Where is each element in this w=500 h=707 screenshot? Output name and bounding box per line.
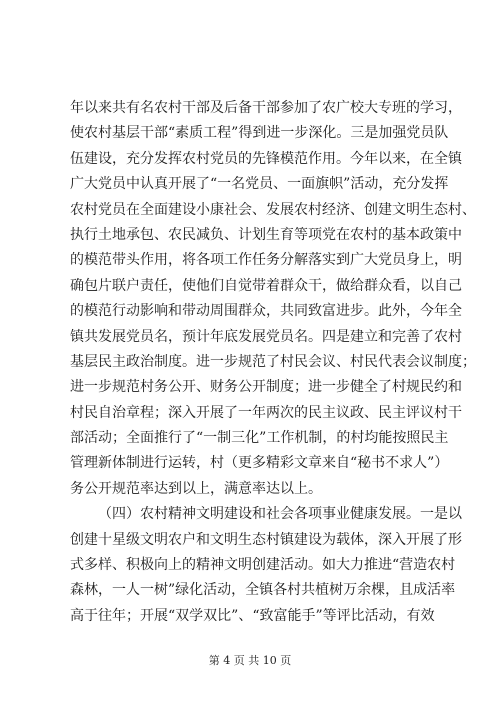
paragraph-1-line: 镇共发展党员名，预计年底发展党员名。四是建立和完善了农村 [70,328,462,345]
paragraph-1-line: 村民自治章程；深入开展了一年两次的民主议政、民主评议村干 [70,404,462,421]
paragraph-1-line: 确包片联户责任，使他们自觉带着群众干，做给群众看，以自己 [70,277,462,294]
paragraph-1-line: 使农村基层干部“素质工程”得到进一步深化。三是加强党员队 [70,125,449,142]
paragraph-1-line: 部活动；全面推行了“一制三化”工作机制，的村均能按照民主 [70,430,449,447]
paragraph-1-line: 伍建设，充分发挥农村党员的先锋模范作用。今年以来，在全镇 [70,150,462,167]
paragraph-2-line: 创建十星级文明农户和文明生态村镇建设为载体，深入开展了形 [70,531,462,548]
paragraph-2-line: 高于往年；开展“双学双比”、“致富能手”等评比活动，有效 [70,607,435,624]
paragraph-2-line: 森林，一人一树”绿化活动，全镇各村共植树万余棵，且成活率 [70,582,456,599]
paragraph-1-line: 年以来共有名农村干部及后备干部参加了农广校大专班的学习， [70,100,462,116]
paragraph-1-line: 的模范带头作用，将各项工作任务分解落实到广大党员身上，明 [70,252,462,269]
paragraph-2-line: （四）农村精神文明建设和社会各项事业健康发展。一是以 [98,506,462,523]
paragraph-1-line: 执行土地承包、农民减负、计划生育等项党在农村的基本政策中 [70,226,462,243]
paragraph-1-line: 基层民主政治制度。进一步规范了村民会议、村民代表会议制度； [70,353,476,370]
paragraph-1-line: 的模范行动影响和带动周围群众，共同致富进步。此外，今年全 [70,303,462,320]
document-body [70,96,476,629]
page-number-footer: 第 4 页 共 10 页 [208,654,292,667]
paragraph-1-line: 管理新体制进行运转，村（更多精彩文章来自“秘书不求人”） [70,455,449,472]
paragraph-2-line: 式多样、积极向上的精神文明创建活动。如大力推进“营造农村 [70,557,456,574]
paragraph-1-line: 广大党员中认真开展了“一名党员、一面旗帜”活动，充分发挥 [70,176,449,193]
paragraph-1-line: 农村党员在全面建设小康社会、发展农村经济、创建文明生态村、 [70,201,476,218]
paragraph-1-line: 进一步规范村务公开、财务公开制度；进一步健全了村规民约和 [70,379,462,396]
paragraph-1-line: 务公开规范率达到以上，满意率达以上。 [70,480,322,497]
